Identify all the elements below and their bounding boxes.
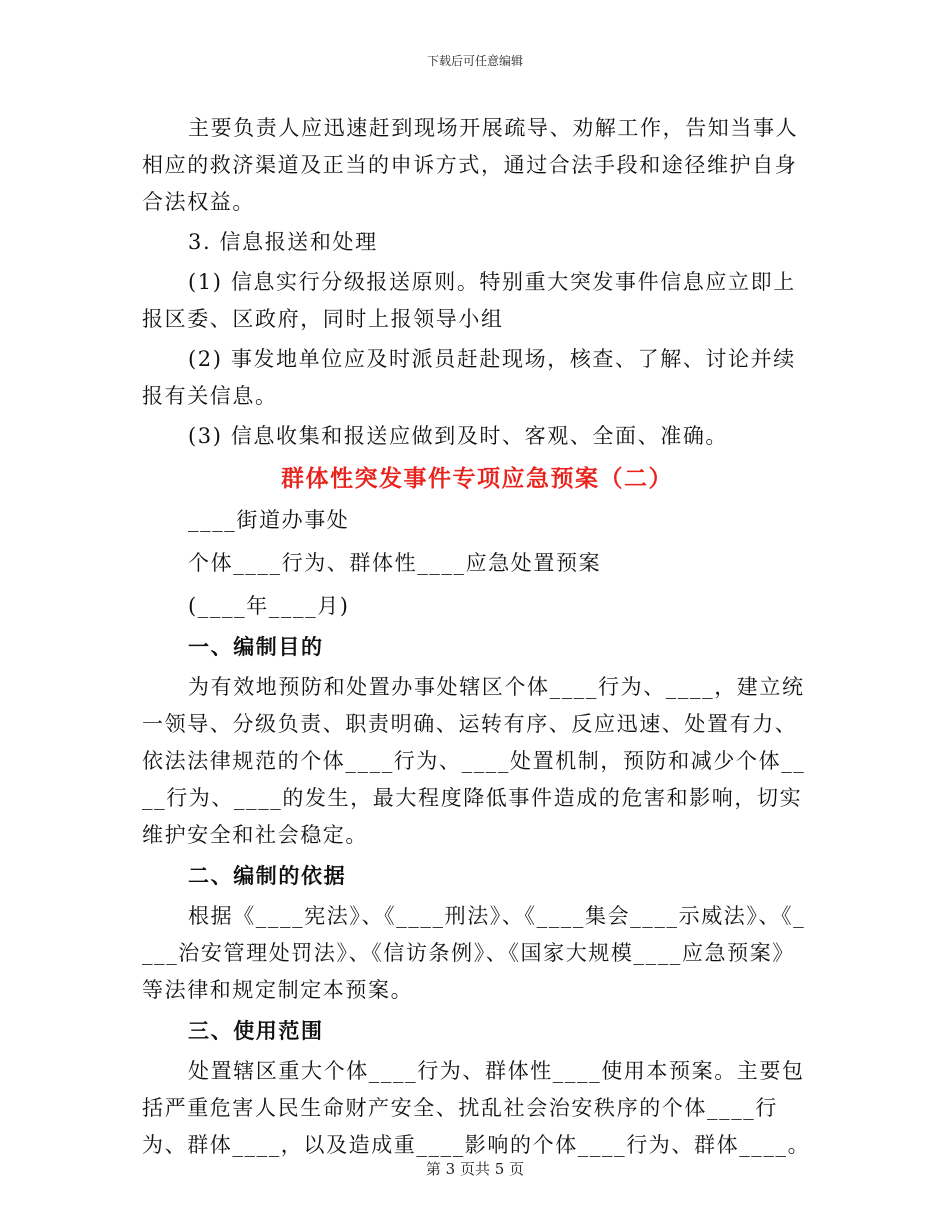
document-title: 群体性突发事件专项应急预案（二） bbox=[281, 466, 673, 492]
section-heading-scope: 三、使用范围 bbox=[188, 1019, 324, 1043]
paragraph-info-item-2: (2) 事发地单位应及时派员赶赴现场，核查、了解、讨论并续报有关信息。 bbox=[142, 347, 796, 408]
paragraph-info-item-1: (1) 信息实行分级报送原则。特别重大突发事件信息应立即上报区委、区政府，同时上报领导小组 bbox=[142, 270, 796, 331]
page-footer: 第 3 页共 5 页 bbox=[425, 1160, 525, 1178]
section-heading-basis: 二、编制的依据 bbox=[188, 864, 347, 888]
meta-office-line: ____街道办事处 bbox=[188, 508, 350, 532]
paragraph-responsible-person: 主要负责人应迅速赶到现场开展疏导、劝解工作，告知当事人相应的救济渠道及正当的申诉方式，通过合法手段和途径维护自身合法权益。 bbox=[142, 116, 799, 214]
page-header: 下载后可任意编辑 bbox=[426, 54, 523, 68]
document-body bbox=[142, 110, 812, 1164]
section-body-scope: 处置辖区重大个体____行为、群体性____使用本预案。主要包括严重危害人民生命财产安全、扰乱社会治安秩序的个体____行为、群体____，以及造成重____影响的个体____行为、群体____。 bbox=[142, 1059, 811, 1157]
meta-plan-name-line: 个体____行为、群体性____应急处置预案 bbox=[188, 551, 602, 575]
section-heading-purpose: 一、编制目的 bbox=[188, 635, 324, 659]
section-body-basis: 根据《____宪法》、《____刑法》、《____集会____示威法》、《____治安管理处罚法》、《信访条例》、《国家大规模____应急预案》等法律和规定制定本预案。 bbox=[142, 904, 806, 1002]
subheading-info-report: 3. 信息报送和处理 bbox=[188, 230, 378, 254]
paragraph-info-item-3: (3) 信息收集和报送应做到及时、客观、全面、准确。 bbox=[188, 424, 729, 448]
section-body-purpose: 为有效地预防和处置办事处辖区个体____行为、____，建立统一领导、分级负责、职责明确、运转有序、反应迅速、处置有力、依法法律规范的个体____行为、____处置机制，预防和减少个体____行为、____的发生，最大程度降低事件造成的危害和影响，切实维护安全和社会稳定。 bbox=[142, 675, 806, 847]
meta-date-line: (____年____月) bbox=[188, 594, 350, 618]
